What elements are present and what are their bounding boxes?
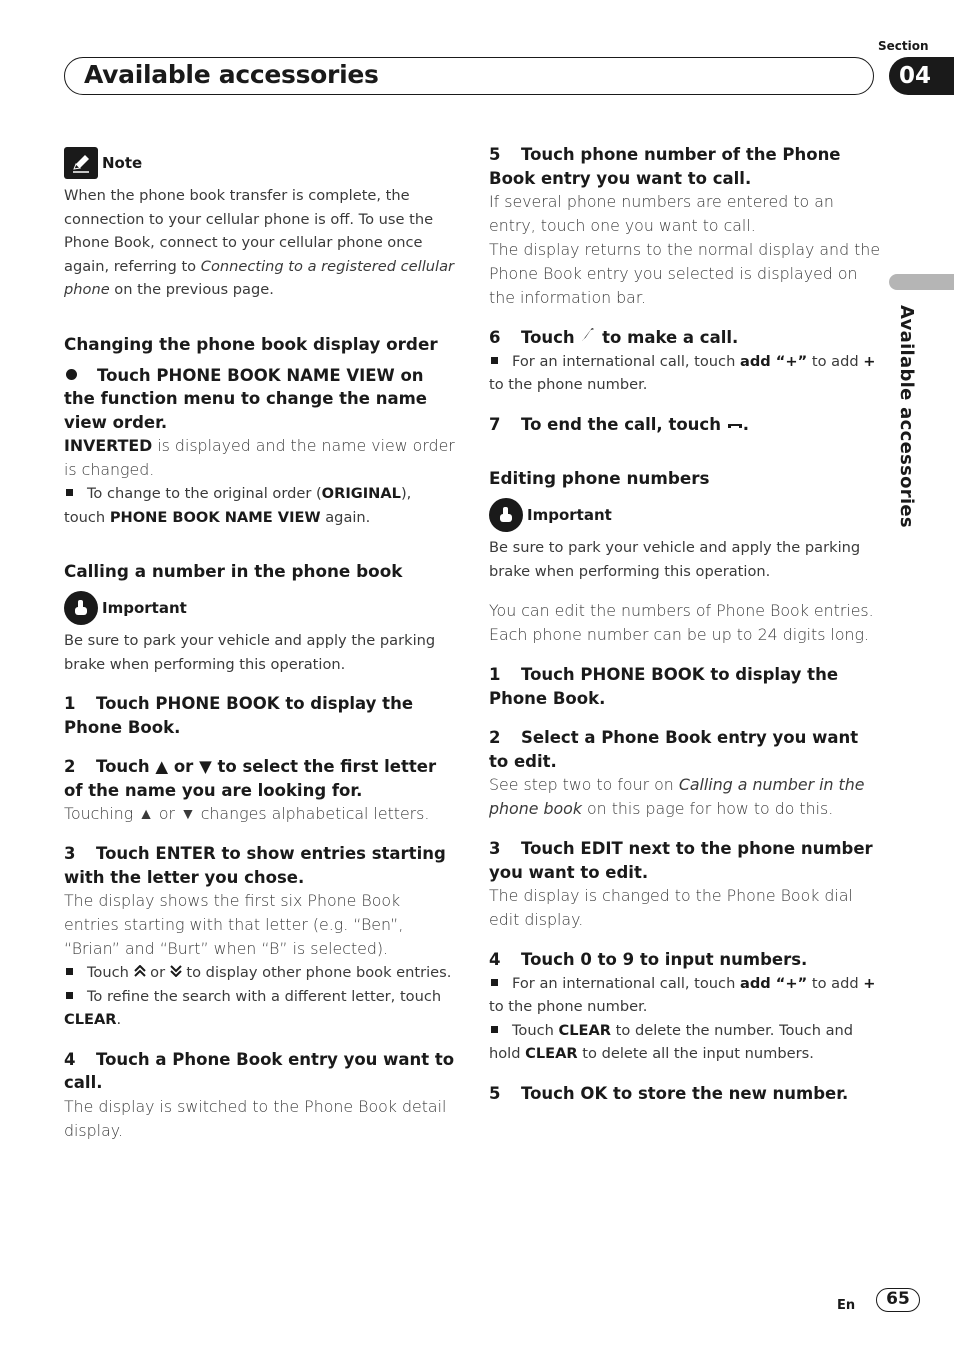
edit-step-2-body: See step two to four on Calling a number in the phone book on this page for how to do this.	[489, 775, 865, 818]
phone-call-icon	[580, 327, 596, 343]
step-3-bullet-1: Touch or to display other phone book entries.	[64, 961, 456, 985]
step-6: 6 Touch to make a call.	[489, 328, 739, 347]
page-title: Available accessories	[84, 60, 379, 89]
important-text: Be sure to park your vehicle and apply the parking brake when performing this operation.	[489, 539, 861, 580]
hand-important-icon	[489, 498, 523, 532]
edit-step-3-body: The display is changed to the Phone Book dial edit display.	[489, 886, 853, 929]
side-tab-marker	[889, 274, 954, 290]
double-up-icon	[134, 965, 146, 977]
order-bullet: To change to the original order (ORIGINAL), touch PHONE BOOK NAME VIEW again.	[64, 485, 412, 526]
order-result: INVERTED is displayed and the name view order is changed.	[64, 436, 455, 479]
important-header	[64, 591, 456, 625]
important-header	[489, 498, 881, 532]
order-step: Touch PHONE BOOK NAME VIEW on the function menu to change the name view order.	[64, 365, 427, 432]
edit-step-1: 1 Touch PHONE BOOK to display the Phone Book.	[489, 665, 839, 708]
step-4: 4 Touch a Phone Book entry you want to call.	[64, 1049, 455, 1092]
section-number-tab: 04	[889, 57, 954, 95]
step-4-body: The display is switched to the Phone Book detail display.	[64, 1096, 447, 1140]
side-section-label: Available accessories	[896, 305, 917, 528]
right-column	[489, 143, 881, 1105]
pencil-note-icon	[64, 147, 98, 179]
note-text: When the phone book transfer is complete, the connection to your cellular phone is off. To use the Phone Book, connect to your cellular phone once again, referring to Connecting to a registered cellular phone on the previous page.	[64, 187, 455, 298]
step-3: 3 Touch ENTER to show entries starting with the letter you chose.	[64, 844, 446, 887]
important-text: Be sure to park your vehicle and apply the parking brake when performing this operation.	[64, 632, 436, 673]
step-2: 2 Touch ▲ or ▼ to select the first letter of the name you are looking for.	[64, 757, 437, 800]
important-label: Important	[527, 506, 612, 524]
step-6-bullet: For an international call, touch add “+” to add + to the phone number.	[489, 352, 876, 393]
double-down-icon	[170, 965, 182, 977]
edit-step-3: 3 Touch EDIT next to the phone number you want to edit.	[489, 839, 873, 882]
calling-heading: Calling a number in the phone book	[64, 561, 403, 581]
edit-step-4-bullet-1: For an international call, touch add “+” to add + to the phone number.	[489, 974, 876, 1015]
edit-step-4: 4 Touch 0 to 9 to input numbers.	[489, 950, 808, 969]
footer-language: En	[837, 1298, 856, 1313]
edit-step-2: 2 Select a Phone Book entry you want to edit.	[489, 728, 859, 771]
step-5: 5 Touch phone number of the Phone Book entry you want to call.	[489, 145, 841, 188]
edit-heading: Editing phone numbers	[489, 468, 710, 488]
note-label: Note	[102, 154, 143, 172]
step-3-bullet-2: To refine the search with a different letter, touch CLEAR.	[64, 987, 442, 1028]
step-5-body-1: If several phone numbers are entered to an entry, touch one you want to call.	[489, 192, 834, 235]
step-2-body: Touching ▲ or ▼ changes alphabetical letters.	[64, 804, 430, 823]
step-1: 1 Touch PHONE BOOK to display the Phone Book.	[64, 694, 414, 737]
step-7: 7 To end the call, touch .	[489, 414, 749, 434]
left-column	[64, 146, 456, 1143]
hang-up-icon	[727, 418, 743, 430]
step-3-body: The display shows the first six Phone Book entries starting with that letter (e.g. “Ben”, “Brian” and “Burt” when “B” is selected).	[64, 891, 404, 958]
edit-step-5: 5 Touch OK to store the new number.	[489, 1083, 849, 1103]
edit-step-4-bullet-2: Touch CLEAR to delete the number. Touch and hold CLEAR to delete all the input numbers.	[489, 1021, 854, 1062]
note-header	[64, 146, 456, 180]
section-label: Section	[878, 39, 929, 53]
edit-body: You can edit the numbers of Phone Book entries. Each phone number can be up to 24 digits long.	[489, 601, 874, 644]
step-5-body-2: The display returns to the normal display and the Phone Book entry you selected is displayed on the information bar.	[489, 240, 881, 307]
important-label: Important	[102, 599, 187, 617]
order-heading: Changing the phone book display order	[64, 333, 438, 354]
bullet-dot	[66, 369, 77, 380]
hand-important-icon	[64, 591, 98, 625]
page-number: 65	[876, 1288, 920, 1312]
